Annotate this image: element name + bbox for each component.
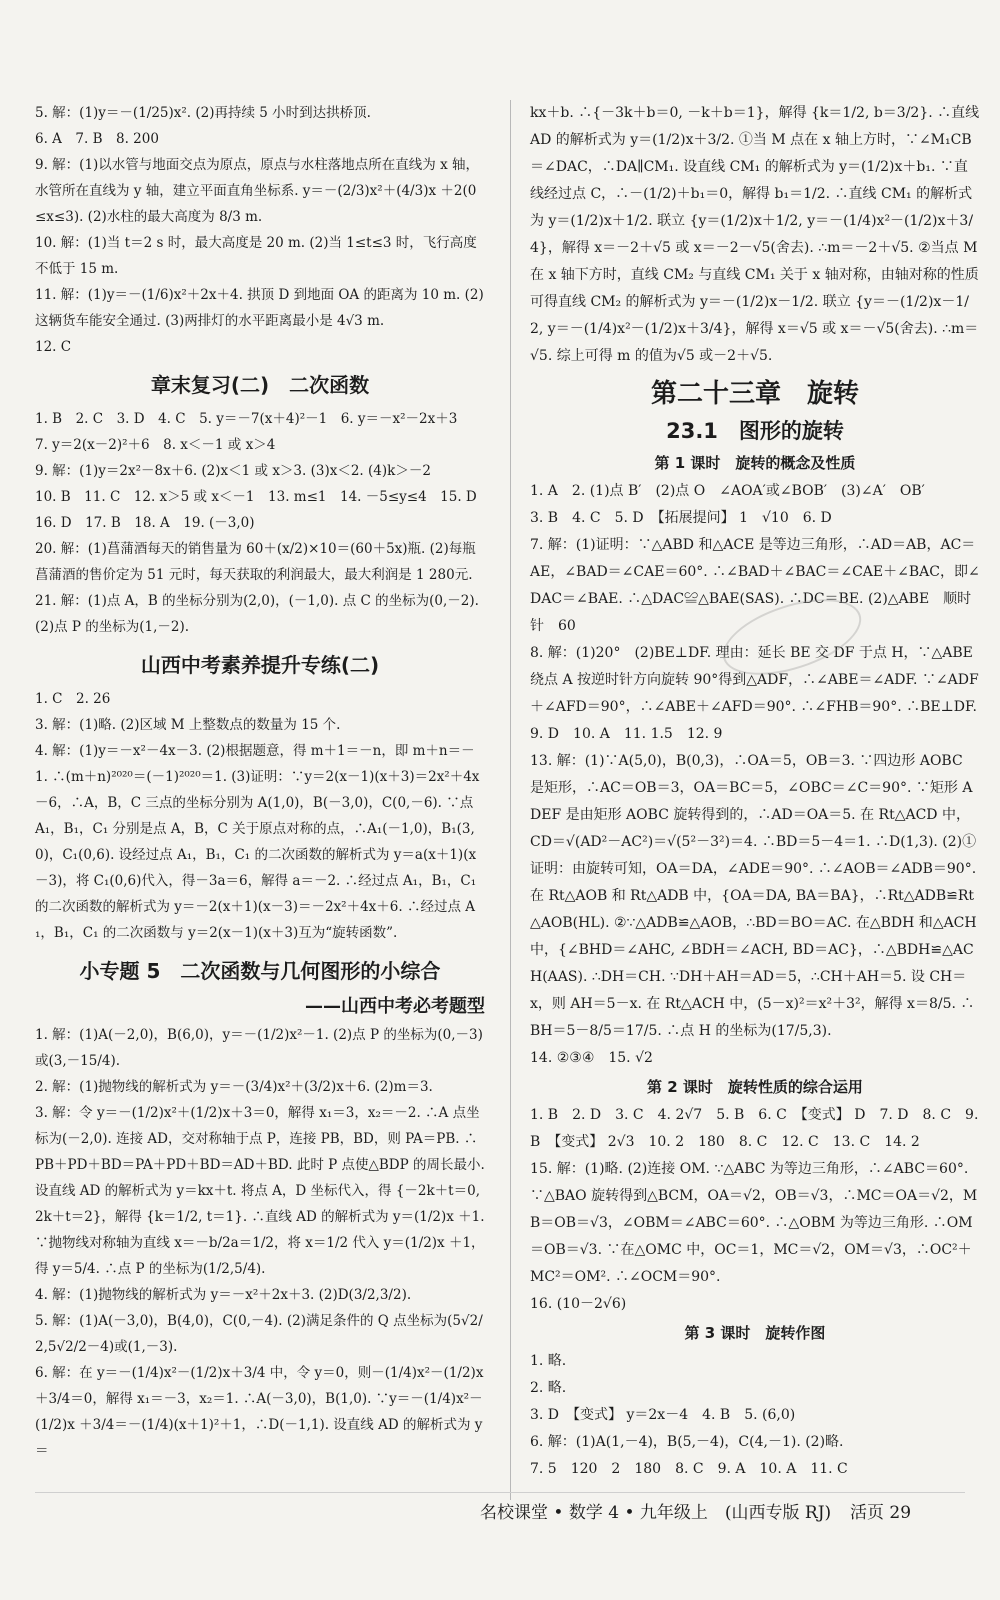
section-title: 23.1 图形的旋转 [666,419,844,443]
chapter-heading: 第二十三章 旋转 [650,379,859,409]
answer-paragraph: 10. B 11. C 12. x＞5 或 x＜－1 13. m≤1 14. －5≤y≤4 15. D [35,489,477,505]
answer-paragraph: 1. 略. [530,1353,567,1369]
answer-paragraph: 13. 解：(1)∵A(5,0)，B(0,3)，∴OA＝5，OB＝3. ∵四边形 AOBC 是矩形，∴AC＝OB＝3，OA＝BC＝5，∠OBC＝∠C＝90°. ∵矩形 ADEF 是由矩形 AOBC 旋转得到的，∴AD＝OA＝5. 在 Rt△ACD 中，CD＝√(AD²－AC²)＝√(5²－3²)＝4. ∴BD＝5－4＝1. ∴D(1,3). (2)①证明：由旋转可知，OA＝DA，∠ADE＝90°. ∴∠AOB＝∠ADB＝90°. 在 Rt△AOB 和 Rt△ADB 中，{OA＝DA, BA＝BA}，∴Rt△ADB≌Rt△AOB(HL). ②∵△ADB≌△AOB，∴BD＝BO＝AC. 在△BDH 和△ACH 中，{∠BHD＝∠AHC, ∠BDH＝∠ACH, BD＝AC}，∴△BDH≌△ACH(AAS). ∴DH＝CH. ∵DH＋AH＝AD＝5，∴CH＋AH＝5. 设 CH＝x，则 AH＝5－x. 在 Rt△ACH 中，(5－x)²＝x²＋3²，解得 x＝8/5. ∴BH＝5－8/5＝17/5. ∴点 H 的坐标为(17/5,3). [530,753,977,1039]
right-column [530,100,980,1483]
answer-paragraph: 21. 解：(1)点 A，B 的坐标分别为(2,0)，(－1,0). 点 C 的坐标为(0,－2). (2)点 P 的坐标为(1,－2). [35,593,479,635]
answer-paragraph: kx＋b. ∴{－3k＋b＝0, －k＋b＝1}，解得 {k＝1/2, b＝3/2}. ∴直线 AD 的解析式为 y＝(1/2)x＋3/2. ①当 M 点在 x 轴上方时，∵∠M₁CB＝∠DAC，∴DA∥CM₁. 设直线 CM₁ 的解析式为 y＝(1/2)x＋b₁. ∵直线经过点 C，∴－(1/2)＋b₁＝0，解得 b₁＝1/2. ∴直线 CM₁ 的解析式为 y＝(1/2)x＋1/2. 联立 {y＝(1/2)x＋1/2, y＝－(1/4)x²－(1/2)x＋3/4}，解得 x＝－2＋√5 或 x＝－2－√5(舍去). ∴m＝－2＋√5. ②当点 M 在 x 轴下方时，直线 CM₂ 与直线 CM₁ 关于 x 轴对称，由轴对称的性质可得直线 CM₂ 的解析式为 y＝－(1/2)x－1/2. 联立 {y＝－(1/2)x－1/2, y＝－(1/4)x²－(1/2)x＋3/4}，解得 x＝√5 或 x＝－√5(舍去). ∴m＝√5. 综上可得 m 的值为√5 或－2＋√5. [530,105,980,364]
answer-paragraph: 8. 解：(1)20° (2)BE⊥DF. 理由：延长 BE 交 DF 于点 H，∵△ABE 绕点 A 按逆时针方向旋转 90°得到△ADF，∴∠ABE＝∠ADF. ∵∠ADF＋∠AFD＝90°，∴∠ABE＋∠AFD＝90°. ∴∠FHB＝90°. ∴BE⊥DF. [530,645,979,715]
section-heading: 小专题 5 二次函数与几何图形的小综合 [79,959,441,983]
answer-paragraph: 6. A 7. B 8. 200 [35,131,159,147]
answer-paragraph: 3. B 4. C 5. D 【拓展提问】 1 √10 6. D [530,510,832,526]
answer-paragraph: 11. 解：(1)y＝－(1/6)x²＋2x＋4. 拱顶 D 到地面 OA 的距离为 10 m. (2)这辆货车能安全通过. (3)两排灯的水平距离最小是 4√3 m. [35,287,484,329]
answer-paragraph: 4. 解：(1)抛物线的解析式为 y＝－x²＋2x＋3. (2)D(3/2,3/2). [35,1287,412,1303]
page-footer [0,1492,1000,1532]
answer-paragraph: 2. 略. [530,1380,567,1396]
answer-paragraph: 1. A 2. (1)点 B′ (2)点 O ∠AOA′或∠BOB′ (3)∠A′ OB′ [530,483,925,499]
section-subheading: ——山西中考必考题型 [305,996,485,1017]
answer-paragraph: 15. 解：(1)略. (2)连接 OM. ∵△ABC 为等边三角形，∴∠ABC＝60°. ∵△BAO 旋转得到△BCM，OA＝√2，OB＝√3，∴MC＝OA＝√2，MB＝OB＝√3，∠OBM＝∠ABC＝60°. ∴△OBM 为等边三角形. ∴OM＝OB＝√3. ∵在△OMC 中，OC＝1，MC＝√2，OM＝√3，∴OC²＋MC²＝OM². ∴∠OCM＝90°. [530,1161,978,1285]
answer-paragraph: 6. 解：(1)A(1,－4)，B(5,－4)，C(4,－1). (2)略. [530,1434,844,1450]
lesson-title: 第 1 课时 旋转的概念及性质 [654,454,856,472]
answer-paragraph: 9. D 10. A 11. 1.5 12. 9 [530,726,723,742]
lesson-title: 第 3 课时 旋转作图 [684,1324,826,1342]
answer-paragraph: 14. ②③④ 15. √2 [530,1050,653,1066]
lesson-title: 第 2 课时 旋转性质的综合运用 [647,1078,863,1096]
answer-paragraph: 1. C 2. 26 [35,691,111,707]
answer-paragraph: 9. 解：(1)以水管与地面交点为原点，原点与水柱落地点所在直线为 x 轴，水管所在直线为 y 轴，建立平面直角坐标系. y＝－(2/3)x²＋(4/3)x ＋2(0≤x≤3). (2)水柱的最大高度为 8/3 m. [35,157,479,225]
answer-paragraph: 2. 解：(1)抛物线的解析式为 y＝－(3/4)x²＋(3/2)x＋6. (2)m＝3. [35,1079,433,1095]
footer-book-title: 名校课堂 • 数学 4 • 九年级上 (山西专版 RJ) [480,1503,832,1523]
answer-paragraph: 7. 5 120 2 180 8. C 9. A 10. A 11. C [530,1461,848,1477]
answer-paragraph: 4. 解：(1)y＝－x²－4x－3. (2)根据题意，得 m＋1＝－n，即 m＋n＝－1. ∴(m＋n)²⁰²⁰＝(－1)²⁰²⁰＝1. (3)证明：∵y＝2(x－1)(x＋3)＝2x²＋4x－6，∴A，B，C 三点的坐标分别为 A(1,0)，B(－3,0)，C(0,－6). ∵点 A₁，B₁，C₁ 分别是点 A，B，C 关于原点对称的点，∴A₁(－1,0)，B₁(3,0)，C₁(0,6). 设经过点 A₁，B₁，C₁ 的二次函数的解析式为 y＝a(x＋1)(x－3)，将 C₁(0,6)代入，得－3a＝6，解得 a＝－2. ∴经过点 A₁，B₁，C₁ 的二次函数的解析式为 y＝－2(x＋1)(x－3)＝－2x²＋4x＋6. ∴经过点 A₁，B₁，C₁ 的二次函数与 y＝2(x－1)(x＋3)互为“旋转函数”. [35,743,480,941]
section-heading: 章末复习(二) 二次函数 [150,373,370,397]
answer-paragraph: 3. 解：(1)略. (2)区域 M 上整数点的数量为 15 个. [35,717,341,733]
answer-paragraph: 5. 解：(1)y＝－(1/25)x². (2)再持续 5 小时到达拱桥顶. [35,105,371,121]
answer-paragraph: 1. B 2. C 3. D 4. C 5. y＝－7(x＋4)²－1 6. y＝－x²－2x＋3 [35,411,458,427]
answer-paragraph: 7. 解：(1)证明：∵△ABD 和△ACE 是等边三角形，∴AD＝AB，AC＝AE，∠BAD＝∠CAE＝60°. ∴∠BAD＋∠BAC＝∠CAE＋∠BAC，即∠DAC＝∠BAE. ∴△DAC≌△BAE(SAS). ∴DC＝BE. (2)△ABE 顺时针 60 [530,537,980,634]
answer-paragraph: 16. D 17. B 18. A 19. (－3,0) [35,515,255,531]
section-heading: 山西中考素养提升专练(二) [140,653,380,677]
answer-paragraph: 3. D 【变式】 y＝2x－4 4. B 5. (6,0) [530,1407,796,1423]
answer-paragraph: 1. B 2. D 3. C 4. 2√7 5. B 6. C 【变式】 D 7. D 8. C 9. B 【变式】 2√3 10. 2 180 8. C 12. C 13. C 14. 2 [530,1107,979,1150]
answer-paragraph: 20. 解：(1)菖蒲酒每天的销售量为 60＋(x/2)×10＝(60＋5x)瓶. (2)每瓶菖蒲酒的售价定为 51 元时，每天获取的利润最大，最大利润是 1 280元. [35,541,476,583]
footer-rule [35,1492,965,1493]
column-divider [510,100,511,1500]
answer-paragraph: 9. 解：(1)y＝2x²－8x＋6. (2)x＜1 或 x＞3. (3)x＜2. (4)k＞－2 [35,463,431,479]
answer-paragraph: 6. 解：在 y＝－(1/4)x²－(1/2)x＋3/4 中，令 y＝0，则－(1/4)x²－(1/2)x＋3/4＝0，解得 x₁＝－3，x₂＝1. ∴A(－3,0)，B(1,0). ∵y＝－(1/4)x²－(1/2)x ＋3/4＝－(1/4)(x＋1)²＋1，∴D(－1,1). 设直线 AD 的解析式为 y＝ [35,1365,484,1459]
answer-paragraph: 1. 解：(1)A(－2,0)，B(6,0)，y＝－(1/2)x²－1. (2)点 P 的坐标为(0,－3)或(3,－15/4). [35,1027,483,1069]
left-column [35,100,485,1464]
answer-paragraph: 3. 解：令 y＝－(1/2)x²＋(1/2)x＋3＝0，解得 x₁＝3，x₂＝－2. ∴A 点坐标为(－2,0). 连接 AD，交对称轴于点 P，连接 PB，BD，则 PA＝PB. ∴PB＋PD＋BD＝PA＋PD＋BD＝AD＋BD. 此时 P 点使△BDP 的周长最小. 设直线 AD 的解析式为 y＝kx＋t. 将点 A，D 坐标代入，得 {－2k＋t＝0, 2k＋t＝2}，解得 {k＝1/2, t＝1}. ∴直线 AD 的解析式为 y＝(1/2)x ＋1. ∵抛物线对称轴为直线 x＝－b/2a＝1/2，将 x＝1/2 代入 y＝(1/2)x ＋1，得 y＝5/4. ∴点 P 的坐标为(1/2,5/4). [35,1105,485,1277]
answer-paragraph: 7. y＝2(x－2)²＋6 8. x＜－1 或 x＞4 [35,437,276,453]
answer-paragraph: 12. C [35,339,72,355]
answer-paragraph: 5. 解：(1)A(－3,0)，B(4,0)，C(0,－4). (2)满足条件的 Q 点坐标为(5√2/2,5√2/2－4)或(1,－3). [35,1313,483,1355]
footer-page-number: 活页 29 [850,1503,912,1523]
answer-paragraph: 10. 解：(1)当 t＝2 s 时，最大高度是 20 m. (2)当 1≤t≤3 时，飞行高度不低于 15 m. [35,235,477,277]
answer-paragraph: 16. (10－2√6) [530,1296,627,1312]
